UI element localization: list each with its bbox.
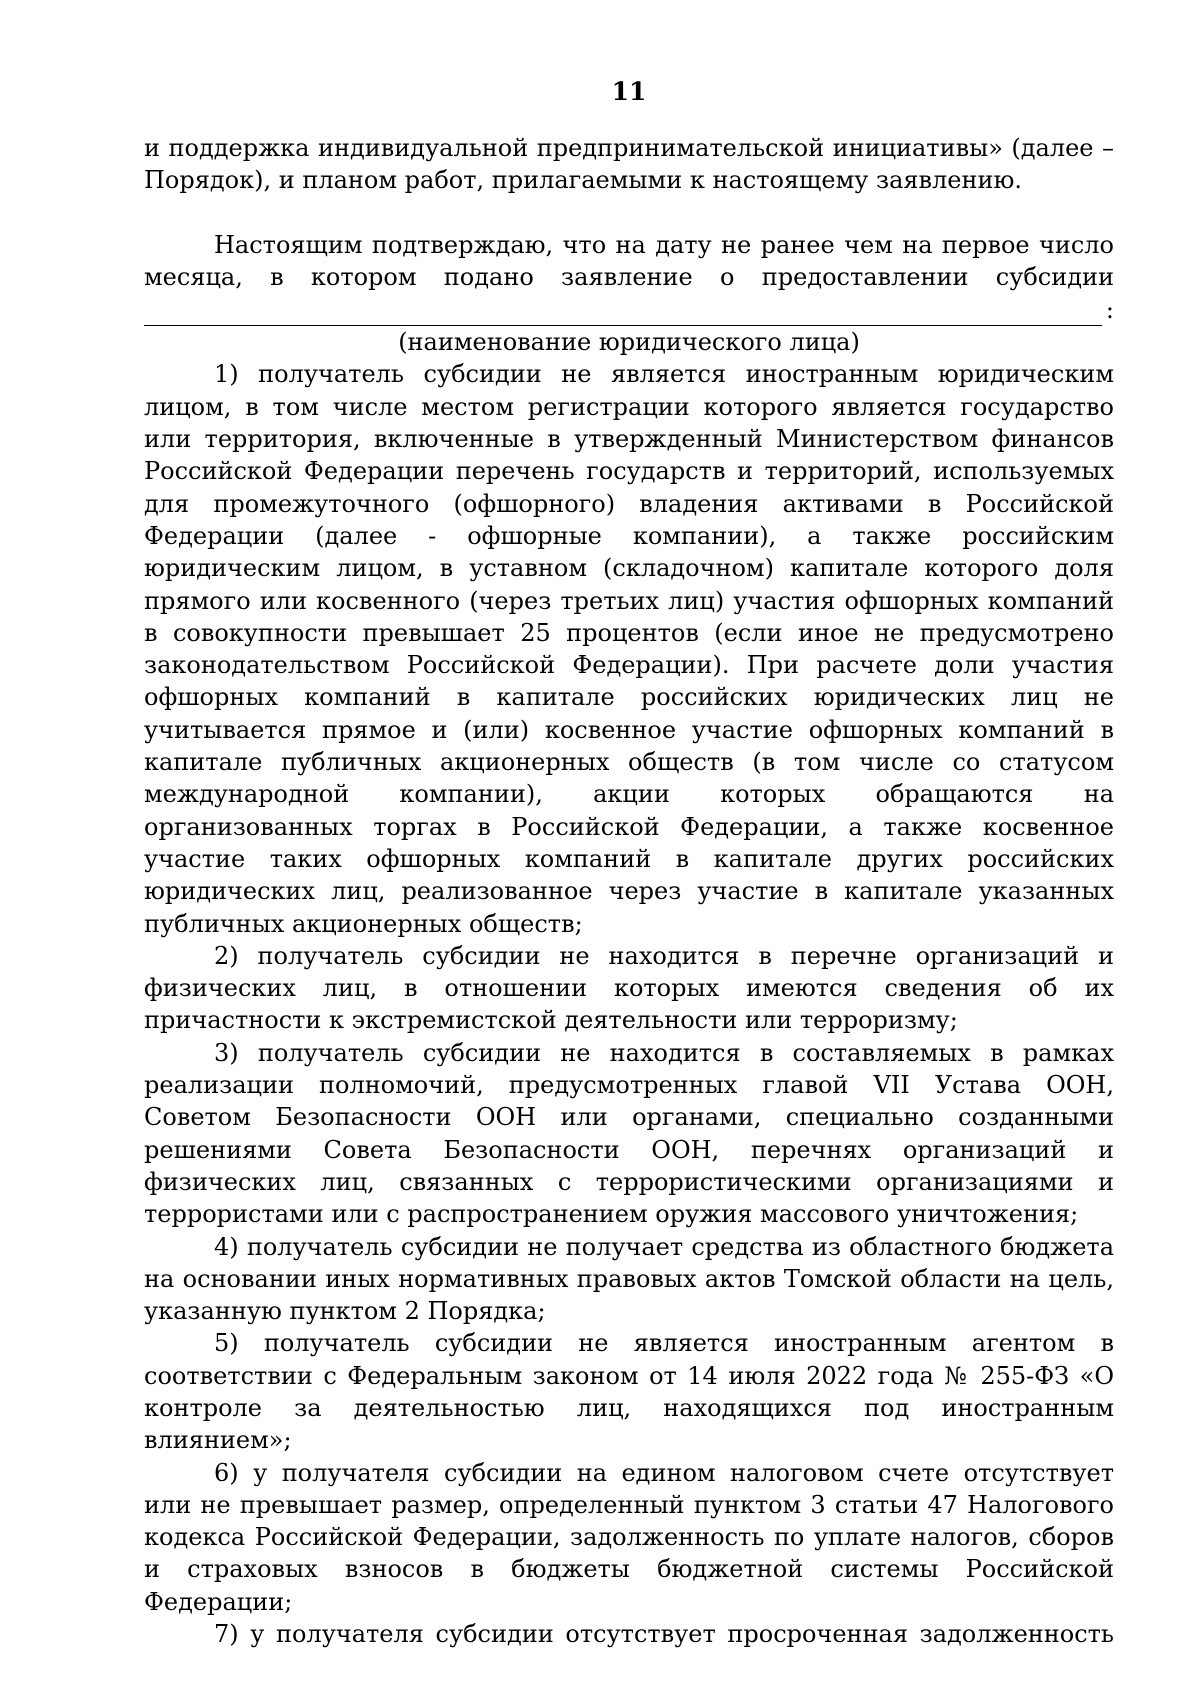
confirm-line-2: месяца, в котором подано заявление о предоставлении субсидии [144, 262, 1114, 291]
legal-entity-blank [144, 293, 1114, 326]
list-item-4: 4) получатель субсидии не получает средства из областного бюджета на основании иных нормативных правовых актов Томской области на цель, указанную пунктом 2 Порядка; [144, 1232, 1114, 1326]
list-item-5: 5) получатель субсидии не является иностранным агентом в соответствии с Федеральным законом от 14 июля 2022 года № 255-ФЗ «О контроле за деятельностью лиц, находящихся под иностранным влиянием»; [144, 1329, 1114, 1455]
list-item-2: 2) получатель субсидии не находится в перечне организаций и физических лиц, в отношении которых имеются сведения об их причастности к экстремистской деятельности или терроризму; [144, 941, 1114, 1035]
blank-underline [144, 303, 1102, 326]
list-item-3: 3) получатель субсидии не находится в составляемых в рамках реализации полномочий, предусмотренных главой VII Устава ООН, Советом Безопасности ООН или органами, специально созданными решениями Совета Безопасности ООН, перечнях организаций и физических лиц, связанных с террористическими организациями и террористами или с распространением оружия массового уничтожения; [144, 1038, 1114, 1229]
document-page [144, 70, 1114, 1650]
intro-line-2: Порядок), и планом работ, прилагаемыми к настоящему заявлению. [144, 166, 1023, 195]
list-item-6: 6) у получателя субсидии на едином налоговом счете отсутствует или не превышает размер, определенный пунктом 3 статьи 47 Налогового кодекса Российской Федерации, задолженность по уплате налогов, сборов и страховых взносов в бюджеты бюджетной системы Российской Федерации; [144, 1458, 1114, 1616]
list-item-7: 7) у получателя субсидии отсутствует просроченная задолженность [214, 1620, 1114, 1649]
confirm-line-1: Настоящим подтверждаю, что на дату не ранее чем на первое число [214, 230, 1114, 259]
blank-caption: (наименование юридического лица) [398, 328, 860, 357]
page-number: 11 [611, 77, 647, 106]
intro-line-1: и поддержка индивидуальной предпринимательской инициативы» (далее – [144, 134, 1114, 162]
blank-colon: : [1105, 295, 1114, 324]
list-item-1: 1) получатель субсидии не является иностранным юридическим лицом, в том числе местом регистрации которого является государство или территория, включенные в утвержденный Министерством финансов Российской Федерации перечень государств и территорий, используемых для промежуточного (офшорного) владения активами в Российской Федерации (далее - офшорные компании), а также российским юридическим лицом, в уставном (складочном) капитале которого доля прямого или косвенного (через третьих лиц) участия офшорных компаний в совокупности превышает 25 процентов (если иное не предусмотрено законодательством Российской Федерации). При расчете доли участия офшорных компаний в капитале российских юридических лиц не учитывается прямое и (или) косвенное участие офшорных компаний в капитале публичных акционерных обществ (в том числе со статусом международной компании), акции которых обращаются на организованных торгах в Российской Федерации, а также косвенное участие таких офшорных компаний в капитале других российских юридических лиц, реализованное через участие в капитале указанных публичных акционерных обществ; [144, 360, 1114, 938]
